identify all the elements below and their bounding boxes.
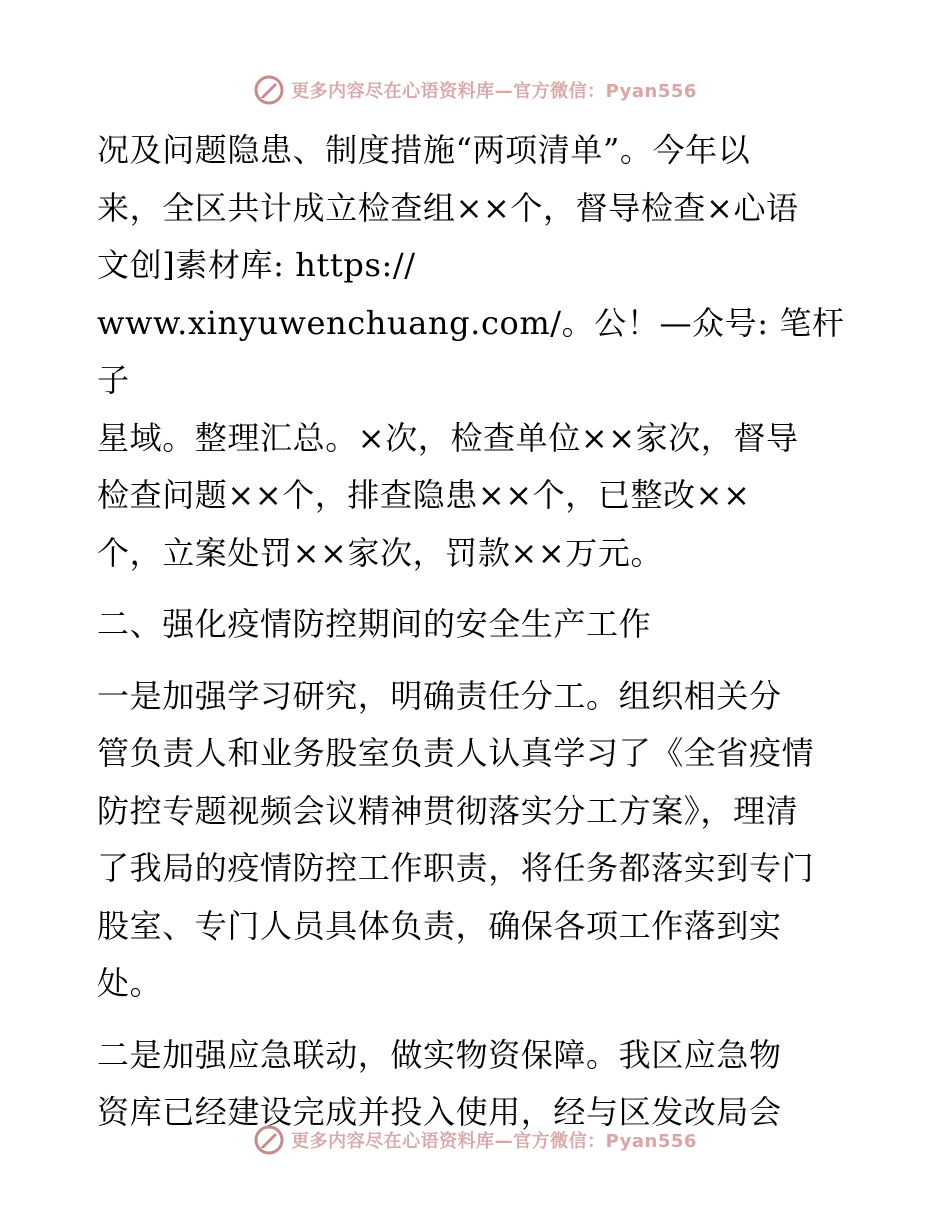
text-line: 资库已经建设完成并投入使用，经与区发改局会 [97,1093,782,1131]
paragraph-2 [97,668,857,1013]
watermark-main: 更多内容尽在心语资料库 [291,81,495,102]
text-line: 二是加强应急联动，做实物资保障。我区应急物 [97,1035,782,1074]
watermark-text [291,77,697,103]
text-line: 个，立案处罚××家次，罚款××万元。 [97,533,664,572]
text-line: 况及问题隐患、制度措施“两项清单”。今年以 [97,131,751,169]
text-line: 来，全区共计成立检查组××个，督导检查×心语 [97,188,799,227]
watermark-text [291,1127,697,1153]
text-line: 文创]素材库: https:// [97,246,416,284]
quill-seal-icon [253,1124,285,1156]
text-line: 检查问题××个，排查隐患××个，已整改×× [97,476,751,514]
section-heading [97,596,857,654]
text-line: 星域。整理汇总。×次，检查单位××家次，督导 [97,418,799,457]
watermark-suffix: 官方微信：Pyan556 [513,81,697,102]
watermark-separator: — [494,1131,514,1152]
watermark-suffix: 官方微信：Pyan556 [513,1131,697,1152]
document-body [97,122,857,1142]
footer-watermark [0,1122,950,1158]
quill-seal-icon [253,74,285,106]
text-line: 管负责人和业务股室负责人认真学习了《全省疫情 [97,734,815,772]
text-line: 了我局的疫情防控工作职责，将任务都落实到专门 [97,849,815,887]
text-line: 股室、专门人员具体负责，确保各项工作落到实 [97,906,782,945]
paragraph-1 [97,122,857,582]
watermark-separator: — [494,81,514,102]
text-line: 一是加强学习研究，明确责任分工。组织相关分 [97,676,782,715]
text-line: 处。 [97,964,163,1002]
text-line: 二、强化疫情防控期间的安全生产工作 [97,605,652,643]
watermark-main: 更多内容尽在心语资料库 [291,1131,495,1152]
text-line: www.xinyuwenchuang.com/。公！—众号: 笔杆子 [97,303,845,399]
header-watermark [0,72,950,108]
text-line: 防控专题视频会议精神贯彻落实分工方案》，理清 [97,791,799,830]
